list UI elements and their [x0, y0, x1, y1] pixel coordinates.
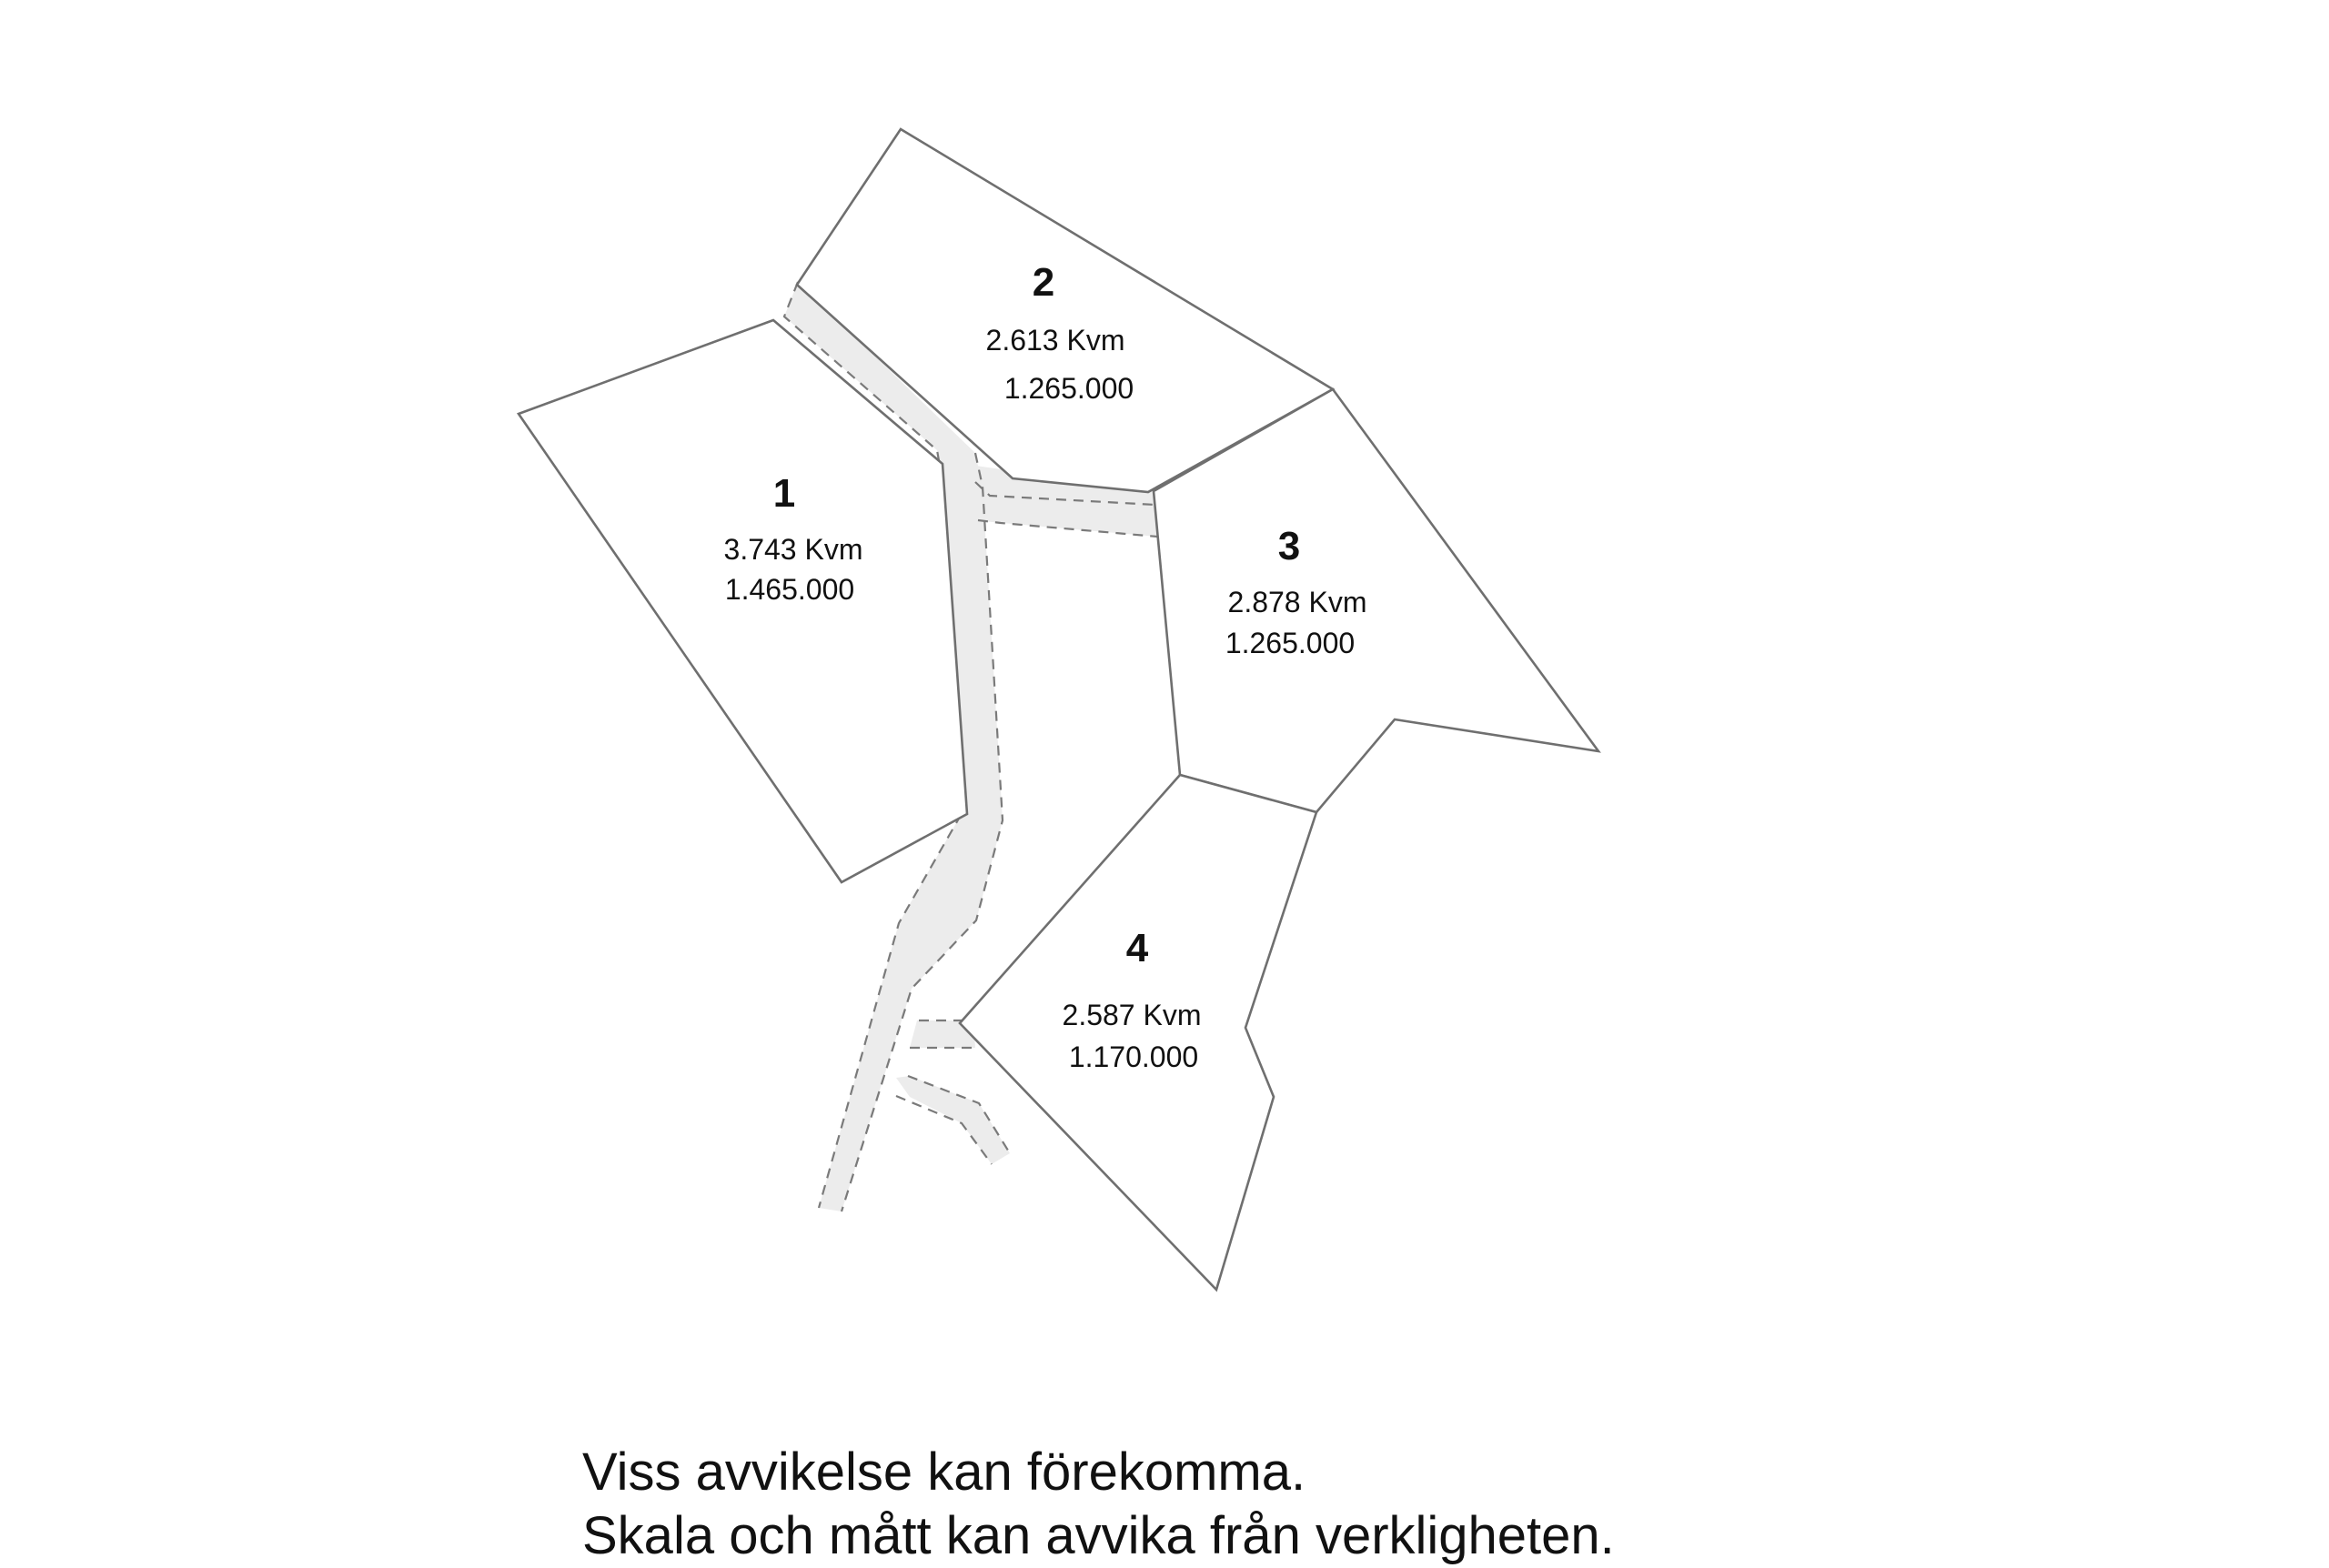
- parcel-4-area: 2.587 Kvm: [1062, 999, 1202, 1031]
- disclaimer: [582, 1441, 2311, 1568]
- parcel-1-price: 1.465.000: [724, 573, 855, 606]
- disclaimer-line-2: Skala och mått kan avvika från verkligheten.: [582, 1506, 1615, 1565]
- parcel-3-outline: [1154, 389, 1598, 812]
- parcel-3-area: 2.878 Kvm: [1227, 586, 1367, 618]
- parcel-4-outline: [960, 775, 1316, 1290]
- parcel-4-price: 1.170.000: [1068, 1040, 1199, 1073]
- parcel-1-area: 3.743 Kvm: [723, 533, 863, 566]
- parcel-2-area: 2.613 Kvm: [985, 324, 1125, 357]
- parcel-3-number: 3: [1277, 524, 1301, 568]
- parcel-2-price: 1.265.000: [1003, 372, 1134, 405]
- disclaimer-line-1: Viss avvikelse kan förekomma.: [582, 1442, 1306, 1502]
- parcel-4-number: 4: [1125, 926, 1149, 970]
- parcel-2-number: 2: [1032, 260, 1055, 305]
- parcel-1-number: 1: [772, 471, 796, 516]
- parcel-3-price: 1.265.000: [1225, 627, 1356, 659]
